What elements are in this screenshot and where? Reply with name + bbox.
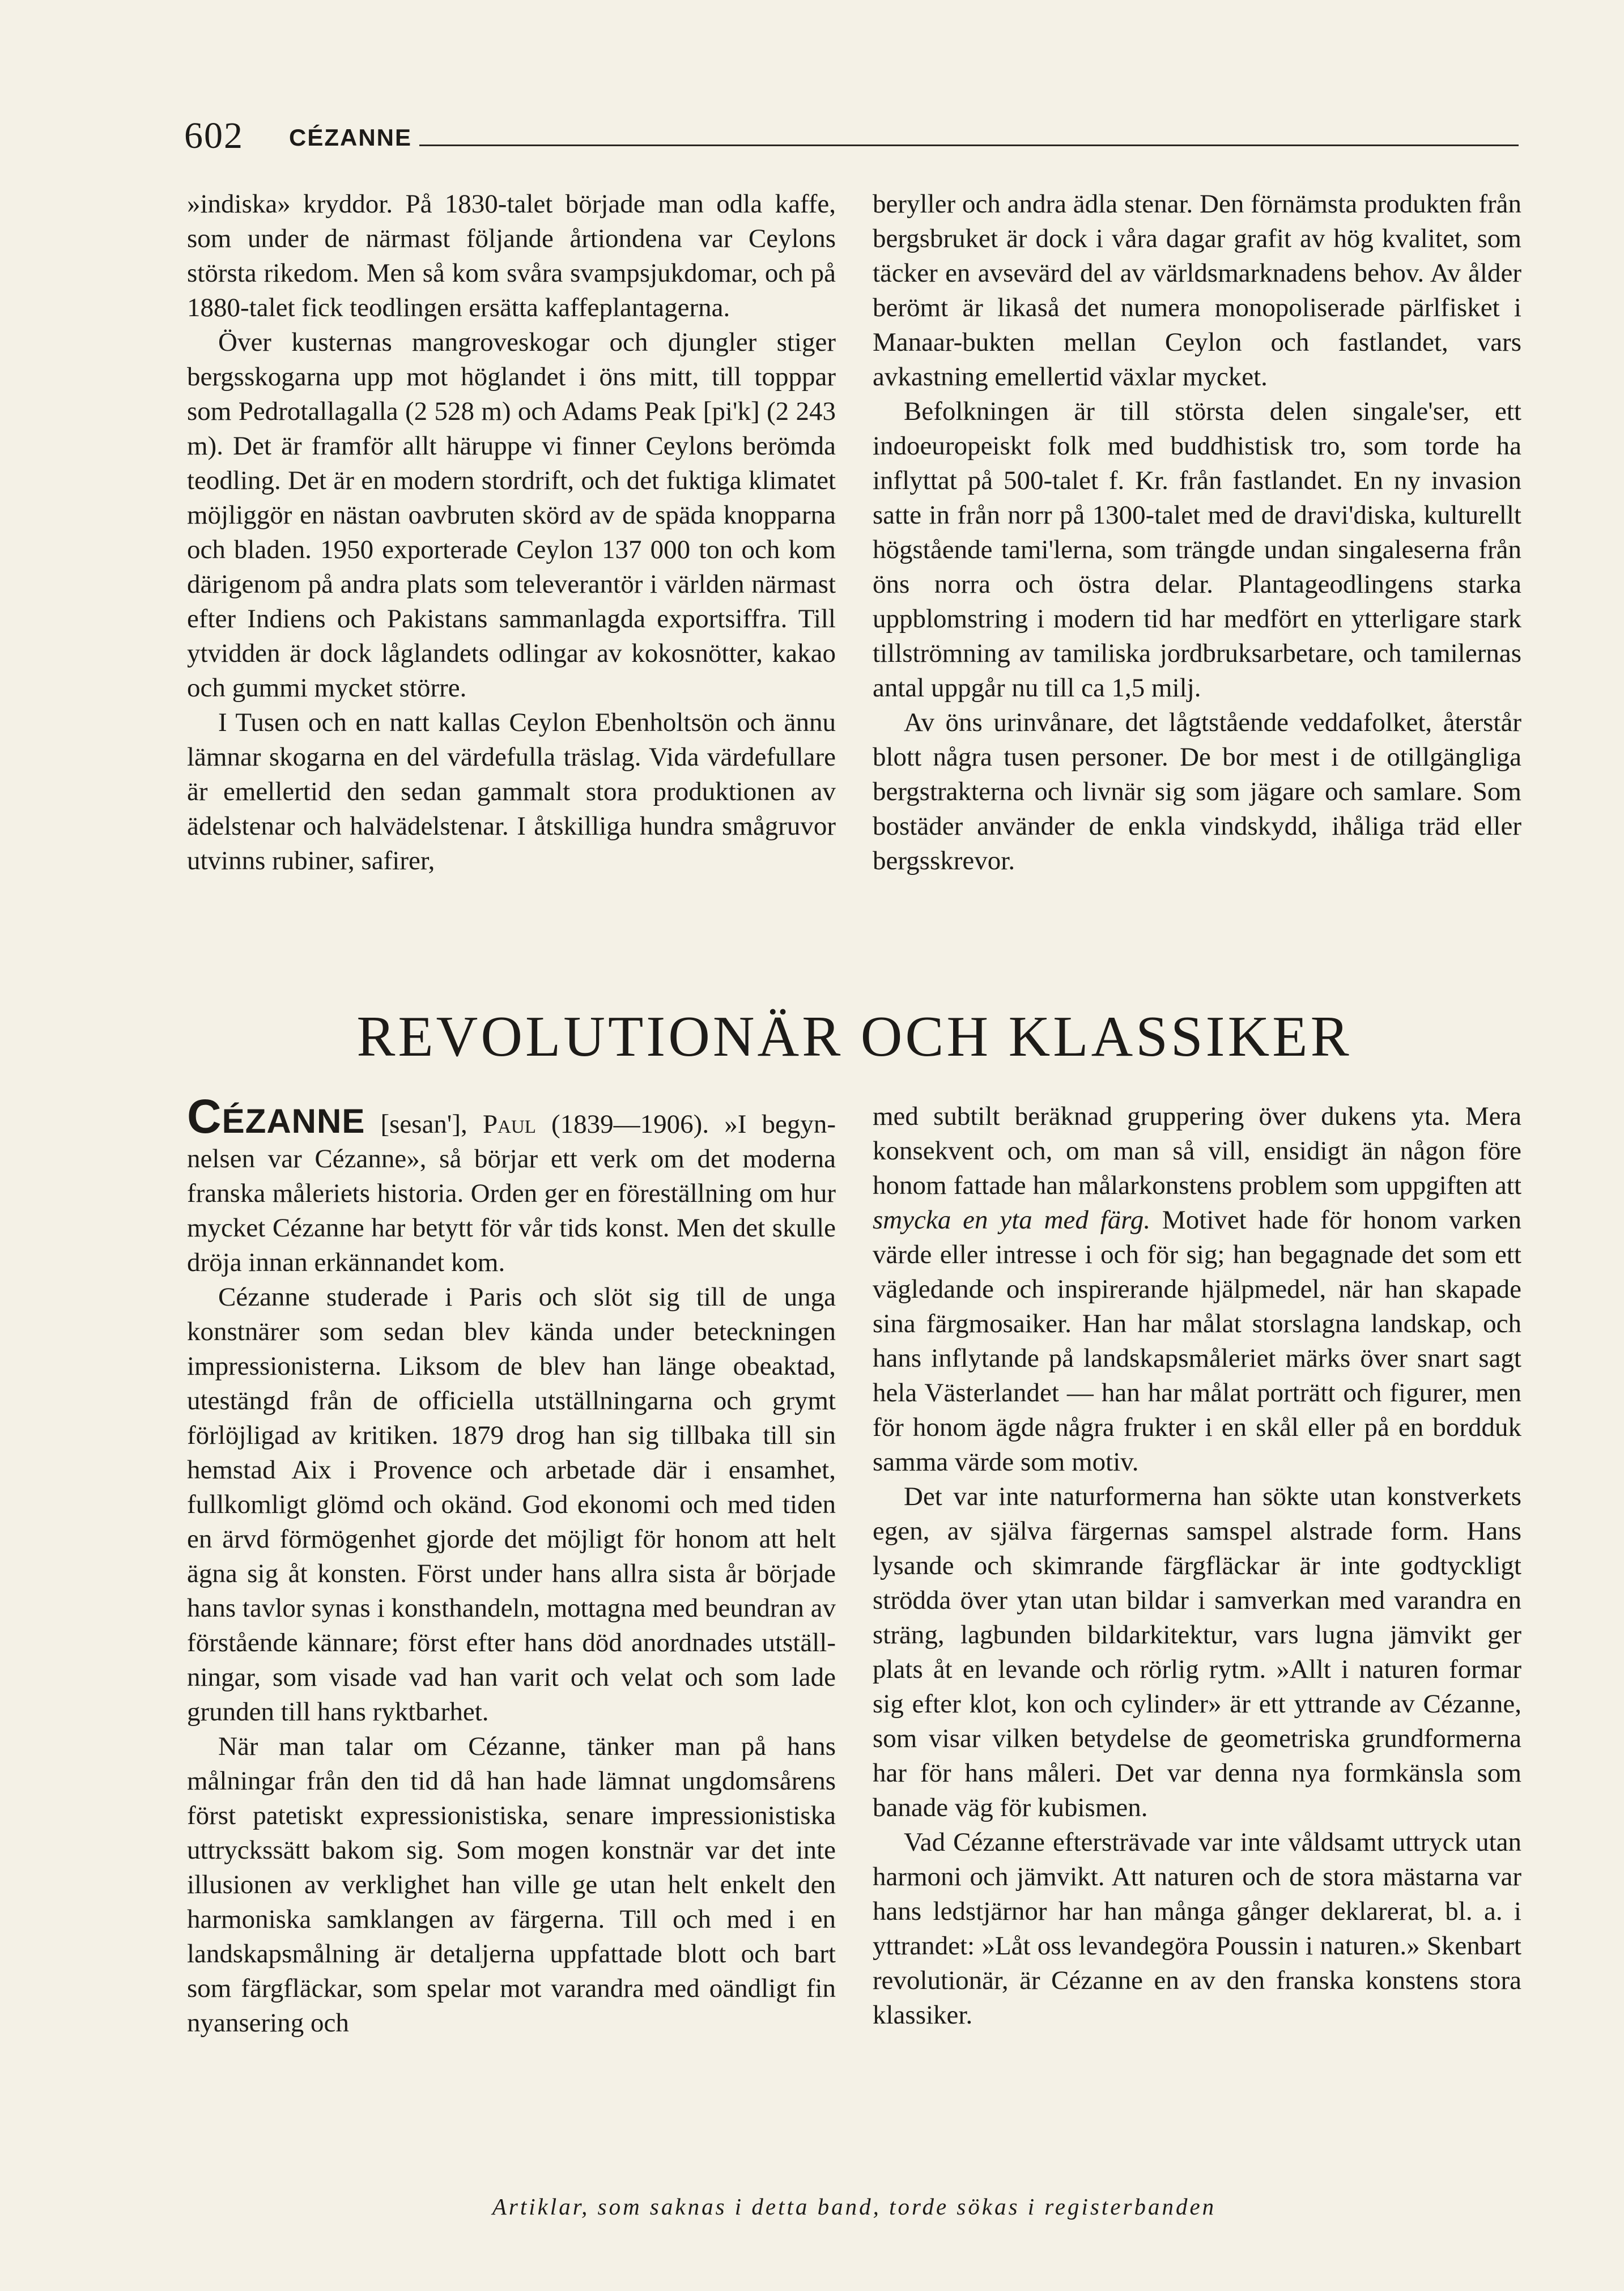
top-left-column xyxy=(187,187,836,878)
lemma-rest: ÉZANNE xyxy=(222,1102,365,1140)
page-footer-note: Artiklar, som saknas i detta band, torde sökas i registerbanden xyxy=(492,2194,1217,2220)
page-number: 602 xyxy=(184,115,244,156)
text-run: med subtilt beräknad gruppering över dukens yta. Mera konsekvent och, om man så vill, ensidigt än någon före honom fattade han målarkonstens problem som uppgiften att xyxy=(873,1102,1521,1200)
article-lead-paragraph xyxy=(187,1090,836,1280)
header-rule xyxy=(419,144,1519,146)
italic-phrase: smycka en yta med färg. xyxy=(873,1205,1151,1235)
page-header xyxy=(184,110,1519,161)
paragraph xyxy=(873,1099,1521,1480)
section-heading: REVOLUTIONÄR OCH KLASSIKER xyxy=(356,1005,1352,1069)
paragraph: Över kusternas mangroveskogar och djungler stiger bergsskogarna upp mot höglandet i öns mitt, till topppar som Pedrotallagalla (2 528 m) och Adams Peak [pi'k] (2 243 m). Det är framför allt häruppe vi finner Ceylons berömda teodling. Det är en modern stordrift, och det fuktiga klimatet möjliggör en nästan oavbruten skörd av de späda knopparna och bladen. 1950 exporterade Ceylon 137 000 ton och kom därigenom på andra plats som televerantör i världen närmast efter Indiens och Pakistans sammanlagda exportsiffra. Till ytvidden är dock låglandets odlingar av kokosnötter, kakao och gummi mycket större. xyxy=(187,328,836,703)
pronunciation: [sesan'], xyxy=(365,1110,483,1139)
paragraph: Befolkningen är till största delen singale'ser, ett indoeuropeiskt folk med buddhistisk tro, som torde ha inflyttat på 500-talet f. Kr. från fastlandet. En ny invasion satte in från norr på 1300-talet med de dravi'diska, kulturellt högstående tami'lerna, som trängde undan singaleserna från öns norra och östra delar. Plantageodlingens starka uppblomstring i modern tid har medfört en ytterligare stark tillströmning av tamiliska jordbruksarbetare, och tamilernas antal uppgår nu till ca 1,5 milj. xyxy=(873,397,1521,703)
article-right-column xyxy=(873,1099,1521,2033)
first-name: Paul xyxy=(482,1110,536,1139)
paragraph: beryller och andra ädla stenar. Den förnämsta produkten från bergsbruket är dock i våra dagar grafit av hög kvalitet, som täcker en avsevärd del av världsmarknadens behov. Av ålder berömt är likaså det numera monopoliserade pärlfisket i Manaar-bukten mellan Ceylon och fastlandet, vars avkastning emellertid växlar mycket. xyxy=(873,189,1521,392)
lemma-initial: C xyxy=(187,1090,222,1143)
top-right-column xyxy=(873,187,1521,878)
paragraph: Det var inte naturformerna han sökte utan konstverkets egen, av själva färgernas samspel alstrade form. Hans lysande och skimrande färgfläckar är inte godtyckligt strödda över ytan utan bildar i samverkan med varandra en sträng, lagbunden bildarkitektur, vars lugna jämvikt ger plats åt en levande och rörlig rytm. »Allt i naturen formar sig efter klot, kon och cylinder» är ett yttrande av Cézanne, som visar vilken betydelse de geometriska grundformerna har för hans måleri. Det var denna nya formkänsla som banade väg för kubismen. xyxy=(873,1482,1521,1822)
running-head: CÉZANNE xyxy=(289,124,413,151)
paragraph: Cézanne studerade i Paris och slöt sig till de unga konstnärer som sedan blev kända under beteckningen impressionisterna. Liksom de blev han länge obeaktad, utestängd från de officiella utställningarna och grymt förlöjligad av kritiken. 1879 drog han sig tillbaka till sin hemstad Aix i Provence och arbetade där i ensamhet, fullkomligt glömd och okänd. God ekonomi och med tiden en ärvd förmögenhet gjorde det möjligt för honom att helt ägna sig åt konsten. Först under hans allra sista år började hans tavlor synas i konsthandeln, mottagna med beundran av förstående kännare; först efter hans död anordnades utställningar, som visade vad han varit och velat och som lade grunden till hans ryktbarhet. xyxy=(187,1282,836,1727)
paragraph: När man talar om Cézanne, tänker man på hans målningar från den tid då han hade lämnat ungdomsårens först patetiskt expressionistiska, senare impressionistiska uttryckssätt bakom sig. Som mogen konstnär var det inte illusionen av verklighet han ville ge utan helt enkelt den harmoniska samklangen av färgerna. Till och med i en landskapsmålning är detaljerna uppfattade blott och bart som färgfläckar, som spelar mot varandra med oändligt fin nyansering och xyxy=(187,1732,836,2038)
paragraph: »indiska» kryddor. På 1830-talet började man odla kaffe, som under de närmast följande årtiondena var Ceylons största rikedom. Men så kom svåra svampsjukdomar, och på 1880-talet fick teodlingen ersätta kaffeplantagerna. xyxy=(187,189,836,322)
paragraph: Vad Cézanne eftersträvade var inte våldsamt uttryck utan harmoni och jämvikt. Att naturen och de stora mästarna var hans ledstjärnor har han många gånger deklarerat, bl. a. i yttrandet: »Låt oss levandegöra Poussin i naturen.» Skenbart revolutionär, är Cézanne en av den franska konstens stora klassiker. xyxy=(873,1827,1521,2030)
article-lemma xyxy=(187,1090,365,1143)
lead-text: (1839—1906). »I begynnelsen var Cézanne», så börjar ett verk om det moderna franska måleriets historia. Orden ger en föreställning om hur mycket Cézanne har betytt för vår tids konst. Men det skulle dröja innan erkännandet kom. xyxy=(187,1110,836,1277)
text-run: Motivet hade för honom varken värde eller intresse i och för sig; han begagnade det som ett vägledande och inspirerande hjälpmedel, när han skapade sina färgmosaiker. Han har målat storslagna landskap, och hans inflytande på landskapsmåleriet märks över snart sagt hela Västerlandet — han har målat porträtt och figurer, men för honom ägde några frukter i en skål eller på en bordduk samma värde som motiv. xyxy=(873,1205,1521,1477)
paragraph: Av öns urinvånare, det lågtstående veddafolket, återstår blott några tusen personer. De bor mest i de otillgängliga bergstrakterna och livnär sig som jägare och samlare. Som bostäder använder de enkla vindskydd, ihåliga träd eller bergsskrevor. xyxy=(873,708,1521,875)
article-left-column xyxy=(187,1090,836,2041)
paragraph: I Tusen och en natt kallas Ceylon Ebenholtsön och ännu lämnar skogarna en del värdefulla träslag. Vida värdefullare är emellertid den sedan gammalt stora produktionen av ädelstenar och halvädelstenar. I åtskilliga hundra smågruvor utvinns rubiner, safirer, xyxy=(187,708,836,875)
